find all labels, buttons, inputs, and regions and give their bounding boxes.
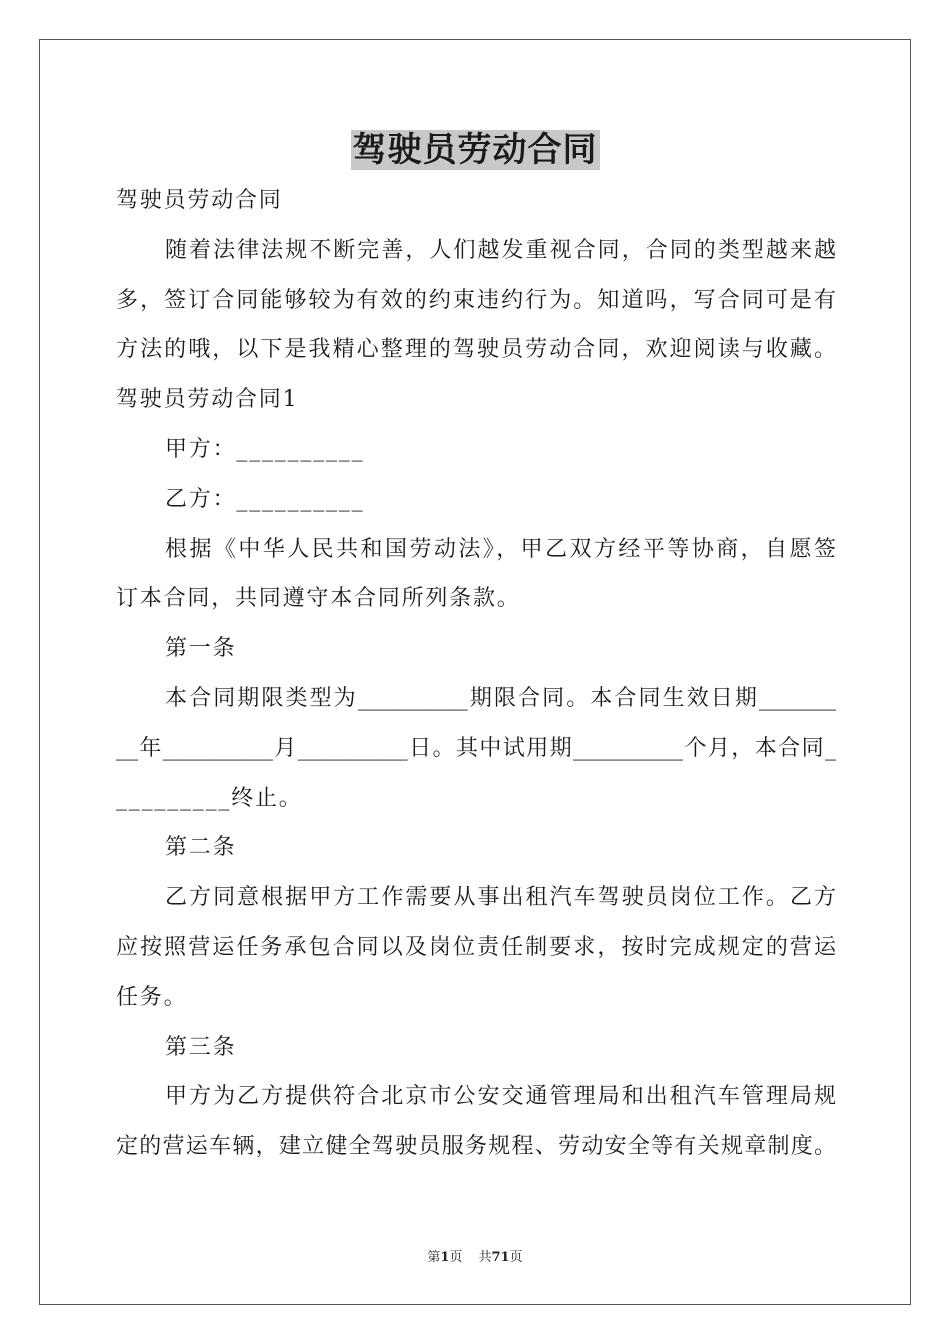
text-line: 第一条 — [165, 636, 237, 662]
page-footer — [0, 1246, 950, 1265]
text-line: 根据《中华人民共和国劳动法》，甲乙双方经平等协商，自愿签 — [165, 536, 836, 562]
text-line: 甲方：__________ — [165, 436, 365, 462]
text-line: 应按照营运任务承包合同以及岗位责任制要求，按时完成规定的营运 — [116, 934, 836, 960]
text-line: 多，签订合同能够较为有效的约束违约行为。知道吗，写合同可是有 — [116, 287, 836, 313]
text-line: 乙方：__________ — [165, 486, 365, 512]
page-number: 1 — [440, 1250, 450, 1265]
text-line: 驾驶员劳动合同 — [116, 188, 283, 213]
text-line: 甲方为乙方提供符合北京市公安交通管理局和出租汽车管理局规 — [165, 1084, 836, 1110]
text-line: 第二条 — [165, 835, 237, 861]
document-title-text: 驾驶员劳动合同 — [352, 130, 598, 170]
page-label-prefix: 第 — [427, 1250, 441, 1265]
total-pages: 71 — [491, 1250, 510, 1265]
text-line: _________终止。 — [116, 785, 303, 811]
total-label-prefix: 共 — [478, 1250, 492, 1265]
text-line: 方法的哦，以下是我精心整理的驾驶员劳动合同，欢迎阅读与收藏。 — [116, 337, 836, 363]
text-line: 随着法律法规不断完善，人们越发重视合同，合同的类型越来越 — [165, 237, 836, 263]
text-line: 本合同期限类型为__________期限合同。本合同生效日期_______ — [165, 685, 836, 711]
text-line: 订本合同，共同遵守本合同所列条款。 — [116, 586, 521, 612]
text-line: __年__________月__________日。其中试用期__________个月，本合同_ — [116, 735, 836, 761]
page-label-suffix: 页 — [449, 1250, 463, 1265]
text-line: 驾驶员劳动合同1 — [116, 387, 299, 413]
total-label-suffix: 页 — [509, 1250, 523, 1265]
text-line: 任务。 — [116, 984, 188, 1010]
document-body — [116, 176, 836, 1172]
text-line: 乙方同意根据甲方工作需要从事出租汽车驾驶员岗位工作。乙方 — [165, 885, 836, 911]
text-line: 第三条 — [165, 1034, 237, 1060]
document-title — [0, 127, 950, 173]
text-line: 定的营运车辆，建立健全驾驶员服务规程、劳动安全等有关规章制度。 — [116, 1134, 836, 1160]
